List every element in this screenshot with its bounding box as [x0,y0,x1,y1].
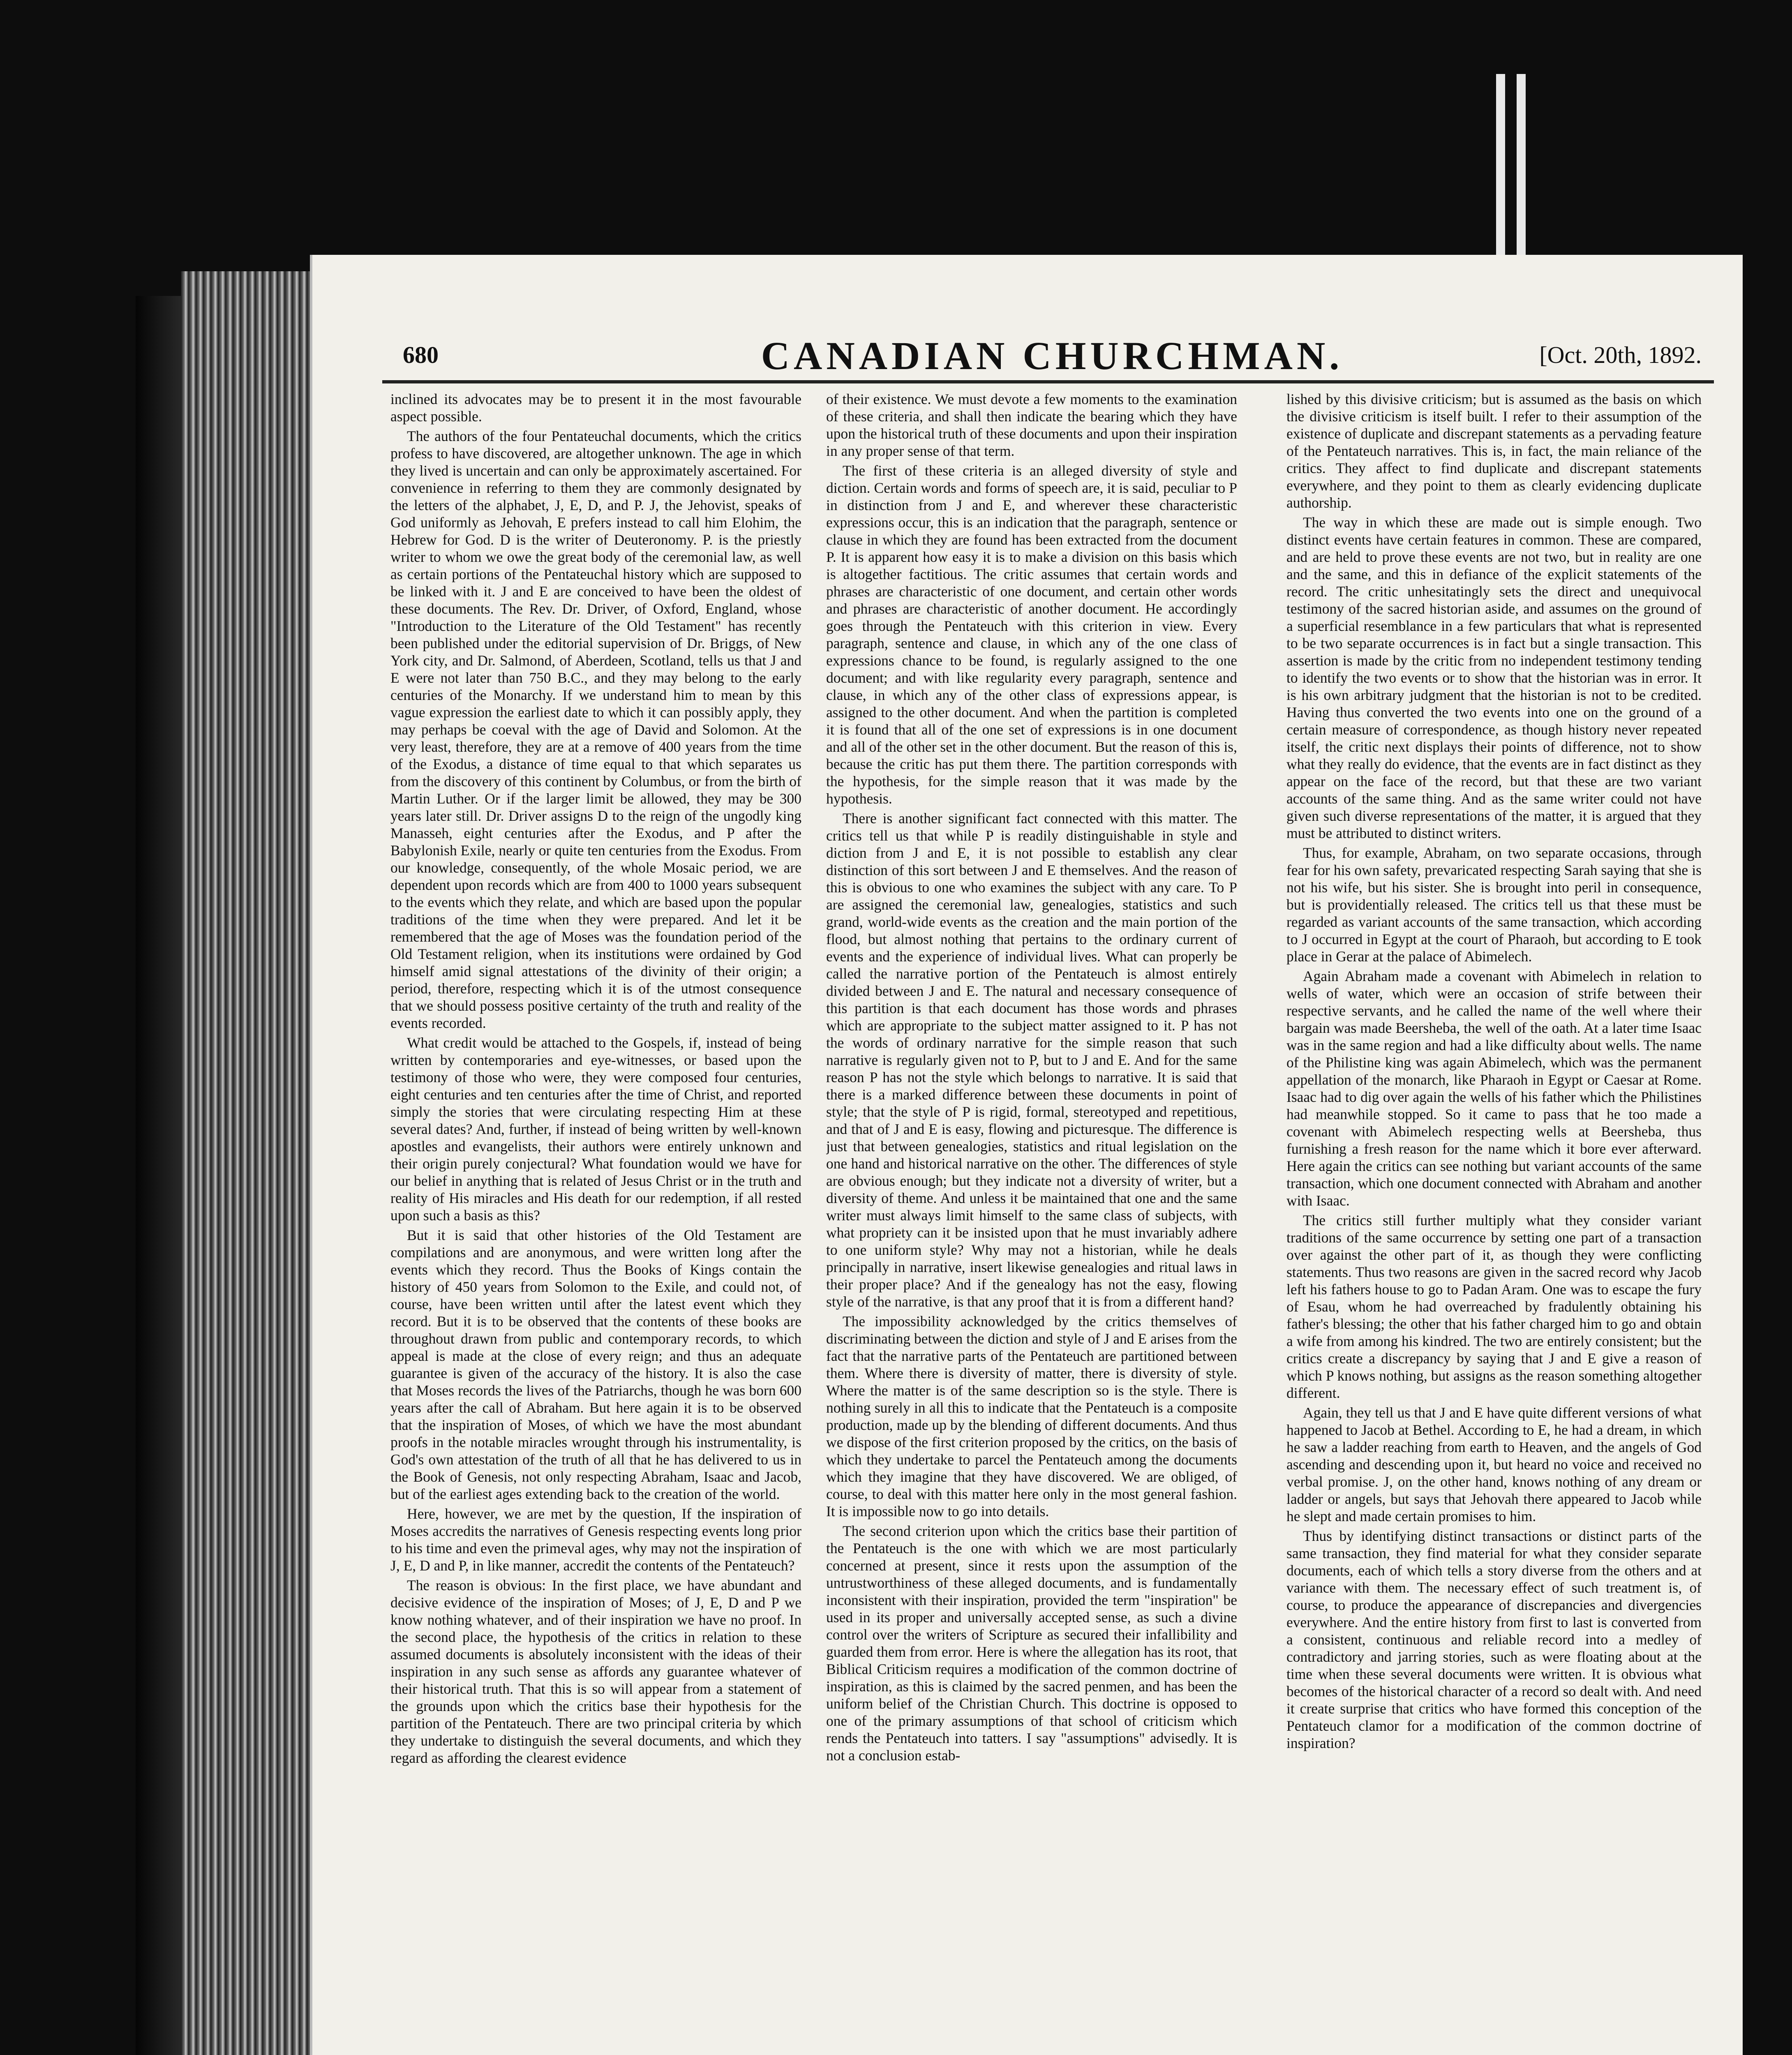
paragraph: Again Abraham made a covenant with Abimelech in relation to wells of water, which were an occasion of strife between their respective servants, and he called the name of the well where their bargain was made Beersheba, the well of the oath. At a later time Isaac was in the same region and had a like difficulty about wells. The name of the Philistine king was again Abimelech, which was the permanent appellation of the monarch, like Pharaoh in Egypt or Caesar at Rome. Isaac had to dig over again the wells of his father which the Philistines had meanwhile stopped. So it came to pass that he too made a covenant with Abimelech respecting wells at Beersheba, thus furnishing a fresh reason for the name which it bore ever afterward. Here again the critics can see nothing but variant accounts of the same transaction, which one document connected with Abraham and another with Isaac. [1286,968,1702,1209]
paragraph: of their existence. We must devote a few moments to the examination of these criteria, and shall then indicate the bearing which they have upon the historical truth of these documents and upon their inspiration in any proper sense of that term. [826,391,1237,459]
paragraph: Here, however, we are met by the question, If the inspiration of Moses accredits the narratives of Genesis respecting events long prior to his time and even the primeval ages, why may not the inspiration of J, E, D and P, in like manner, accredit the contents of the Pentateuch? [390,1505,801,1574]
paragraph: What credit would be attached to the Gospels, if, instead of being written by contemporaries and eye-witnesses, or based upon the testimony of those who were, they were composed four centuries, eight centuries and ten centuries after the time of Christ, and reported simply the stories that were circulating respecting Him at these several dates? And, further, if instead of being written by well-known apostles and evangelists, their authors were entirely unknown and their origin purely conjectural? What foundation would we have for our belief in anything that is related of Jesus Christ or in the truth and reality of His miracles and His death for our redemption, if all rested upon such a basis as this? [390,1034,801,1224]
page-number: 680 [403,342,439,368]
paragraph: inclined its advocates may be to present it in the most favourable aspect possible. [390,391,801,425]
page-header [403,333,1702,386]
paragraph: Thus, for example, Abraham, on two separate occasions, through fear for his own safety, prevaricated respecting Sarah saying that she is not his wife, but his sister. She is brought into peril in consequence, but is providentially released. The critics tell us that these must be regarded as variant accounts of the same transaction, which according to J occurred in Egypt at the court of Pharaoh, but according to E took place in Gerar at the palace of Abimelech. [1286,845,1702,965]
paragraph: Again, they tell us that J and E have quite different versions of what happened to Jacob at Bethel. According to E, he had a dream, in which he saw a ladder reaching from earth to Heaven, and the angels of God ascending and descending upon it, but heard no voice and received no verbal promise. J, on the other hand, knows nothing of any dream or ladder or angels, but says that Jehovah there appeared to Jacob while he slept and made certain promises to him. [1286,1404,1702,1524]
text-column-2 [826,390,1237,2055]
paragraph: But it is said that other histories of the Old Testament are compilations and are anonymous, and were written long after the events which they record. Thus the Books of Kings contain the history of 450 years from Solomon to the Exile, and could not, of course, have been written until after the latest event which they record. But it is to be observed that the contents of these books are throughout drawn from public and contemporary records, to which appeal is made at the close of every reign; and thus an adequate guarantee is given of the accuracy of the history. It is also the case that Moses records the lives of the Patriarchs, though he was born 600 years after the call of Abraham. But here again it is to be observed that the inspiration of Moses, of which we have the most abundant proofs in the notable miracles wrought through his instrumentality, is God's own attestation of the truth of all that he has delivered to us in the Book of Genesis, not only respecting Abraham, Isaac and Jacob, but of the earliest ages extending back to the creation of the world. [390,1227,801,1502]
text-column-3 [1286,390,1702,2055]
book-gutter [136,296,185,2055]
paragraph: The reason is obvious: In the first place, we have abundant and decisive evidence of the inspiration of Moses; of J, E, D and P we know nothing whatever, and of their inspiration we have no proof. In the second place, the hypothesis of the critics in relation to these assumed documents is absolutely inconsistent with the ideas of their inspiration in any such sense as affords any guarantee whatever of their historical truth. That this is so will appear from a statement of the grounds upon which the critics base their hypothesis for the partition of the Pentateuch. There are two principal criteria by which they undertake to distinguish the several documents, and which they regard as affording the clearest evidence [390,1577,801,1766]
paragraph: Thus by identifying distinct transactions or distinct parts of the same transaction, they find material for what they consider separate documents, each of which tells a story diverse from the others and at variance with them. The necessary effect of such treatment is, of course, to produce the appearance of discrepancies and divergencies everywhere. And the entire history from first to last is converted from a consistent, continuous and reliable record into a medley of contradictory and jarring stories, such as were floating about at the time when these several documents were written. It is obvious what becomes of the historical character of a record so dealt with. And need it create surprise that critics who have formed this conception of the Pentateuch clamor for a modification of the common doctrine of inspiration? [1286,1528,1702,1751]
paragraph: The authors of the four Pentateuchal documents, which the critics profess to have discovered, are altogether unknown. The age in which they lived is uncertain and can only be approximately ascertained. For convenience in referring to them they are commonly designated by the letters of the alphabet, J, E, D, and P. J, the Jehovist, speaks of God uniformly as Jehovah, E prefers instead to call him Elohim, the Hebrew for God. D is the writer of Deuteronomy. P. is the priestly writer to whom we owe the great body of the ceremonial law, as well as certain portions of the Pentateuchal history which are supposed to be linked with it. J and E are conceived to have been the oldest of these documents. The Rev. Dr. Driver, of Oxford, England, whose "Introduction to the Literature of the Old Testament" has recently been published under the editorial supervision of Dr. Briggs, of New York city, and Dr. Salmond, of Aberdeen, Scotland, tells us that J and E were not later than 750 B.C., and they may belong to the early centuries of the Monarchy. If we understand him to mean by this vague expression the earliest date to which it can possibly apply, they may perhaps be coeval with the age of David and Solomon. At the very least, therefore, they are at a remove of 400 years from the time of the Exodus, a distance of time equal to that which separates us from the discovery of this continent by Columbus, or from the birth of Martin Luther. Or if the larger limit be allowed, they may be 300 years later still. Dr. Driver assigns D to the reign of the ungodly king Manasseh, eight centuries after the Exodus, and P after the Babylonish Exile, nearly or quite ten centuries from the Exodus. From our knowledge, consequently, of the whole Mosaic period, we are dependent upon records which are from 400 to 1000 years subsequent to the events which they relate, and which are based upon the popular traditions of the time when they were prepared. And let it be remembered that the age of Moses was the foundation period of the Old Testament religion, when its institutions were ordained by God himself amid signal attestations of the divinity of their origin; a period, therefore, respecting which it is of the utmost consequence that we should possess positive certainty of the truth and reality of the events recorded. [390,428,801,1031]
paragraph: The first of these criteria is an alleged diversity of style and diction. Certain words and forms of speech are, it is said, peculiar to P in distinction from J and E, and wherever these characteristic expressions occur, this is an indication that the paragraph, sentence or clause in which they are found has been extracted from the document P. It is apparent how easy it is to make a division on this basis which is altogether factitious. The critic assumes that certain words and phrases are characteristic of one document, and certain other words and phrases are characteristic of another document. He accordingly goes through the Pentateuch with this criterion in view. Every paragraph, sentence and clause, in which any of the one class of expressions chance to be found, is regularly assigned to the one document; and with like regularity every paragraph, sentence and clause, in which any of the other class of expressions appear, is assigned to the other document. And when the partition is completed it is found that all of the one set of expressions is in one document and all of the other set in the other document. But the reason of this is, because the critic has put them there. The partition corresponds with the hypothesis, for the simple reason that it was made by the hypothesis. [826,462,1237,807]
paragraph: The critics still further multiply what they consider variant traditions of the same occurrence by setting one part of a transaction over against the other part of it, as though they were conflicting statements. Thus two reasons are given in the sacred record why Jacob left his fathers house to go to Padan Aram. One was to escape the fury of Esau, whom he had overreached by fradulently obtaining his father's blessing; the other that his father charged him to go and obtain a wife from among his kindred. The two are entirely consistent; but the critics create a discrepancy by saying that J and E give a reason of which P knows nothing, but assigns as the reason something altogether different. [1286,1212,1702,1401]
paragraph: lished by this divisive criticism; but is assumed as the basis on which the divisive criticism is itself built. I refer to their assumption of the existence of duplicate and discrepant statements as a pervading feature of the Pentateuch narratives. This is, in fact, the main reliance of the critics. They affect to find duplicate and discrepant statements everywhere, and they point to them as clearly evidencing duplicate authorship. [1286,391,1702,511]
issue-date: [Oct. 20th, 1892. [1539,342,1702,368]
paragraph: The impossibility acknowledged by the critics themselves of discriminating between the diction and style of J and E arises from the fact that the narrative parts of the Pentateuch are partitioned between them. Where there is diversity of matter, there is diversity of style. Where the matter is of the same description so is the style. There is nothing surely in all this to indicate that the Pentateuch is a composite production, made up by the blending of different documents. And thus we dispose of the first criterion proposed by the critics, on the basis of which they undertake to parcel the Pentateuch among the documents which they imagine that they have discovered. We are obliged, of course, to deal with this matter here only in the most general fashion. It is impossible now to go into details. [826,1313,1237,1519]
paragraph: There is another significant fact connected with this matter. The critics tell us that while P is readily distinguishable in style and diction from J and E, it is not possible to establish any clear distinction of this sort between J and E themselves. And the reason of this is obvious to one who examines the subject with any care. To P are assigned the ceremonial law, genealogies, statistics and such grand, world-wide events as the creation and the main portion of the flood, but almost nothing that pertains to the ordinary current of events and the experience of individual lives. What can properly be called the narrative portion of the Pentateuch is almost entirely divided between J and E. The natural and necessary consequence of this partition is that each document has those words and phrases which are appropriate to the subject matter assigned to it. P has not the words of ordinary narrative for the simple reason that such narrative is regularly given not to P, but to J and E. And for the same reason P has not the style which belongs to narrative. It is said that there is a marked difference between these documents in point of style; that the style of P is rigid, formal, stereotyped and repetitious, and that of J and E is easy, flowing and picturesque. The difference is just that between genealogies, statistics and ritual legislation on the one hand and historical narrative on the other. The differences of style are obvious enough; but they indicate not a diversity of writer, but a diversity of theme. And unless it be maintained that one and the same writer must always limit himself to the same class of subjects, with what propriety can it be insisted upon that he must invariably adhere to one uniform style? Why may not a historian, while he deals principally in narrative, insert likewise genealogies and ritual laws in their proper place? And if the genealogy has not the easy, flowing style of the narrative, is that any proof that it is from a different hand? [826,810,1237,1310]
paragraph: The way in which these are made out is simple enough. Two distinct events have certain features in common. These are compared, and are held to prove these events are not two, but in reality are one and the same, and this in defiance of the explicit statements of the record. The critic unhesitatingly sets the direct and unequivocal testimony of the sacred historian aside, and assumes on the ground of a superficial resemblance in a few particulars that what is represented to be two separate occurrences is in fact but a single transaction. This assertion is made by the critic from no independent testimony tending to identify the two events or to show that the historian was in error. It is his own arbitrary judgment that the historian is not to be credited. Having thus converted the two events into one on the ground of a certain measure of correspondence, as though history never repeated itself, the critic next displays their points of difference, not to show what they really do evidence, that the events are in fact distinct as they appear on the face of the record, but that these are two variant accounts of the same thing. And as the same writer could not have given such diverse representations of the matter, it is argued that they must be attributed to distinct writers. [1286,514,1702,841]
text-column-1 [390,390,801,2055]
paragraph: The second criterion upon which the critics base their partition of the Pentateuch is the one with which we are most particularly concerned at present, since it rests upon the assumption of the untrustworthiness of these alleged documents, and is fundamentally inconsistent with their inspiration, provided the term "inspiration" be used in its proper and universally accepted sense, as such a divine control over the writers of Scripture as secured their infallibility and guarded them from error. Here is where the allegation has its root, that Biblical Criticism requires a modification of the common doctrine of inspiration, as this is claimed by the sacred penmen, and has been the uniform belief of the Christian Church. This doctrine is opposed to one of the primary assumptions of that school of criticism which rends the Pentateuch into tatters. I say "assumptions" advisedly. It is not a conclusion estab- [826,1523,1237,1764]
book-page-edges [181,271,316,2055]
header-rule [382,380,1714,383]
journal-title: CANADIAN CHURCHMAN. [761,334,1344,378]
